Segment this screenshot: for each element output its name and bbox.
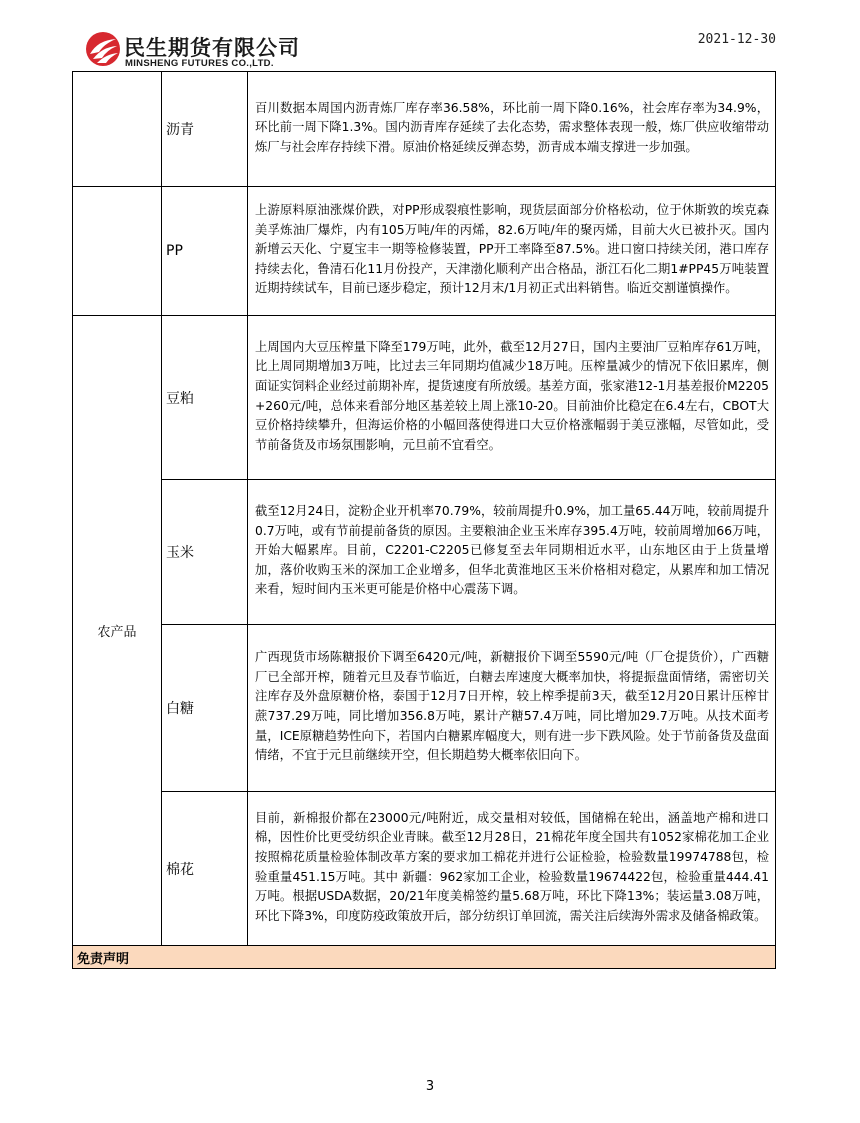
company-name-cn: 民生期货有限公司 — [124, 36, 300, 60]
commodity-name-sugar: 白糖 — [162, 625, 248, 792]
commodity-name-asphalt: 沥青 — [162, 72, 248, 187]
disclaimer-heading: 免责声明 — [73, 946, 776, 969]
table-row — [73, 792, 776, 946]
sector-cell-energy-continued — [73, 187, 162, 316]
table-row — [73, 72, 776, 187]
commodity-analysis-soybean-meal: 上周国内大豆压榨量下降至179万吨，此外，截至12月27日，国内主要油厂豆粕库存61万吨，比上周同期增加3万吨，比过去三年同期均值减少18万吨。压榨量减少的情况下依旧累库，侧面证实饲料企业经过前期补库，提货速度有所放缓。基差方面，张家港12-1月基差报价M2205+260元/吨，总体来看部分地区基差较上周上涨10-20。目前油价比稳定在6.4左右，CBOT大豆价格持续攀升，但海运价格的小幅回落使得进口大豆价格涨幅弱于美豆涨幅，尽管如此，受节前备货及市场氛围影响，元旦前不宜看空。 — [248, 316, 776, 480]
sector-cell-energy — [73, 72, 162, 187]
table-row — [73, 625, 776, 792]
disclaimer-row — [73, 946, 776, 969]
report-date: 2021-12-30 — [697, 32, 776, 47]
commodity-analysis-table — [72, 71, 776, 969]
commodity-analysis-corn: 截至12月24日，淀粉企业开机率70.79%，较前周提升0.9%，加工量65.44万吨，较前周提升0.7万吨，或有节前提前备货的原因。主要粮油企业玉米库存395.4万吨，较前周增加66万吨，开始大幅累库。目前，C2201-C2205已修复至去年同期相近水平，山东地区由于上货量增加，落价收购玉米的深加工企业增多，但华北黄淮地区玉米价格相对稳定，从累库和加工情况来看，短时间内玉米更可能是价格中心震荡下调。 — [248, 480, 776, 625]
table-row — [73, 187, 776, 316]
commodity-analysis-cotton: 目前，新棉报价都在23000元/吨附近，成交量相对较低，国储棉在轮出，涵盖地产棉和进口棉，因性价比更受纺织企业青睐。截至12月28日，21棉花年度全国共有1052家棉花加工企业按照棉花质量检验体制改革方案的要求加工棉花并进行公证检验，检验数量19974788包，检验重量451.15万吨。其中 新疆：962家加工企业，检验数量19674422包，检验重量444.41万吨。根据USDA数据，20/21年度美棉签约量5.68万吨，环比下降13%；装运量3.08万吨，环比下降3%，印度防疫政策放开后，部分纺织订单回流，需关注后续海外需求及储备棉政策。 — [248, 792, 776, 946]
company-logo — [84, 30, 324, 74]
table-row — [73, 316, 776, 480]
page-number: 3 — [425, 1079, 435, 1094]
table-row — [73, 480, 776, 625]
commodity-name-cotton: 棉花 — [162, 792, 248, 946]
commodity-analysis-pp: 上游原料原油涨煤价跌，对PP形成裂痕性影响，现货层面部分价格松动，位于休斯敦的埃克森美孚炼油厂爆炸，内有105万吨/年的丙烯，82.6万吨/年的聚丙烯，目前大火已被扑灭。国内新增云天化、宁夏宝丰一期等检修装置，PP开工率降至87.5%。进口窗口持续关闭，港口库存持续去化，鲁清石化11月份投产，天津渤化顺利产出合格品，浙江石化二期1#PP45万吨装置近期持续试车，目前已逐步稳定，预计12月末/1月初正式出料销售。临近交割谨慎操作。 — [248, 187, 776, 316]
minsheng-logo-icon — [84, 30, 122, 68]
commodity-analysis-asphalt: 百川数据本周国内沥青炼厂库存率36.58%，环比前一周下降0.16%，社会库存率为34.9%，环比前一周下降1.3%。国内沥青库存延续了去化态势，需求整体表现一般，炼厂供应收缩带动炼厂与社会库存持续下滑。原油价格延续反弹态势，沥青成本端支撑进一步加强。 — [248, 72, 776, 187]
company-name-en: MINSHENG FUTURES CO.,LTD. — [125, 58, 274, 69]
commodity-name-pp: PP — [162, 187, 248, 316]
commodity-analysis-sugar: 广西现货市场陈糖报价下调至6420元/吨，新糖报价下调至5590元/吨（厂仓提货价），广西糖厂已全部开榨，随着元旦及春节临近，白糖去库速度大概率加快，将提振盘面情绪，需密切关注库存及外盘原糖价格，泰国于12月7日开榨，较上榨季提前3天，截至12月20日累计压榨甘蔗737.29万吨，同比增加356.8万吨，累计产糖57.4万吨，同比增加29.7万吨。从技术面考量，ICE原糖趋势性向下，若国内白糖累库幅度大，则有进一步下跌风险。处于节前备货及盘面情绪，不宜于元旦前继续开空，但长期趋势大概率依旧向下。 — [248, 625, 776, 792]
commodity-name-corn: 玉米 — [162, 480, 248, 625]
commodity-name-soybean-meal: 豆粕 — [162, 316, 248, 480]
sector-agricultural: 农产品 — [73, 316, 162, 946]
